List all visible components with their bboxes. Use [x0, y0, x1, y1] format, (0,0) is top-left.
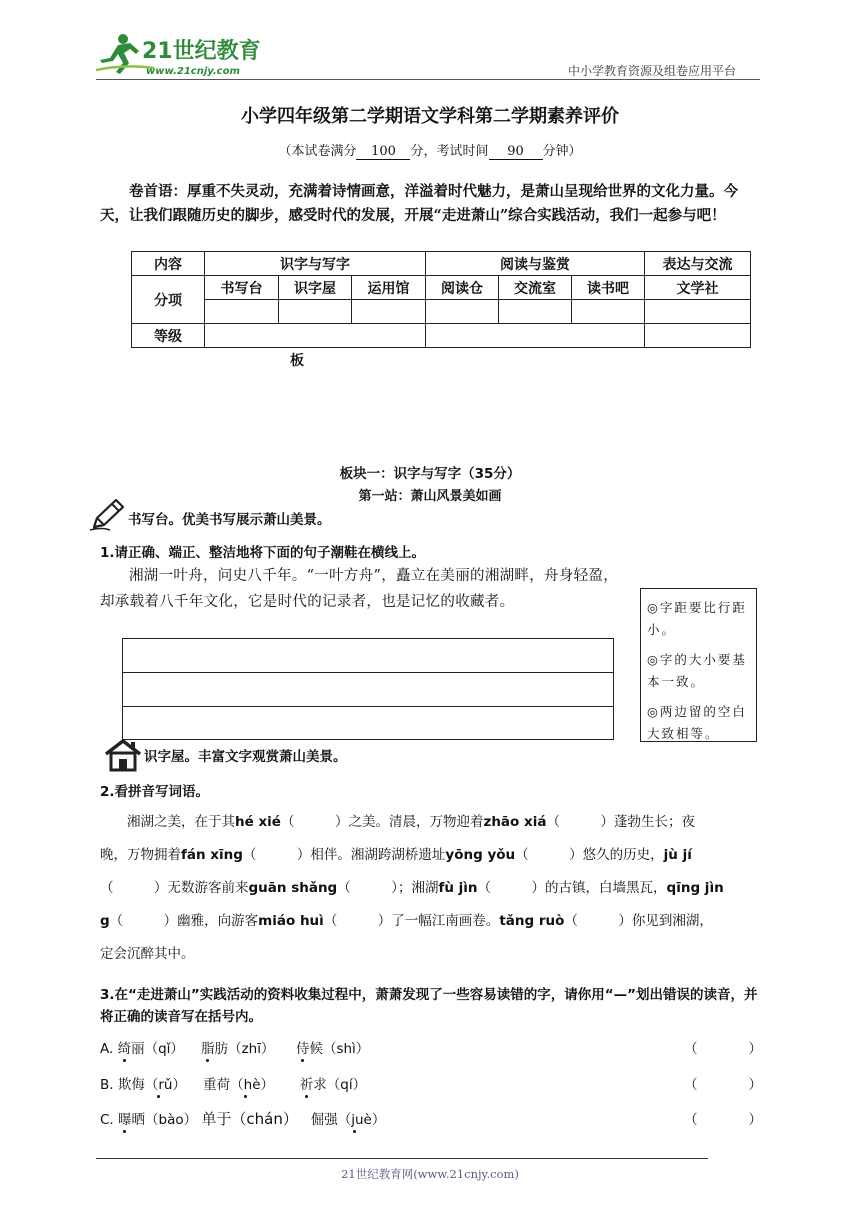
word-char: 欺: [117, 1077, 132, 1093]
marked-char[interactable]: 曝: [118, 1112, 132, 1128]
table-row: [132, 324, 751, 348]
table-cell: 读书吧: [572, 276, 645, 300]
table-cell[interactable]: [352, 300, 426, 324]
pinyin-line-2: [100, 843, 762, 863]
writing-line: [123, 672, 613, 673]
option-label: C.: [100, 1112, 114, 1128]
answer-paren[interactable]: （ ）: [684, 1112, 762, 1128]
table-cell[interactable]: [426, 300, 499, 324]
writing-tips: [640, 588, 757, 742]
table-cell: 文学社: [645, 276, 751, 300]
answer-blank[interactable]: （ ）之美。清晨，万物迎着: [280, 814, 484, 830]
word-pinyin: 求（qí）: [313, 1077, 367, 1093]
pinyin: hé xié: [235, 814, 281, 830]
answer-paren[interactable]: （ ）: [684, 1041, 762, 1057]
question-3: 3.在“走进萧山”实践活动的资料收集过程中，萧萧发现了一些容易读错的字，请你用“—”划出错误的读音，并将正确的读音写在括号内。: [100, 987, 758, 1025]
pinyin: fù jìn: [438, 880, 478, 896]
pinyin: jù jí: [663, 847, 692, 863]
question-2: 2.看拼音写词语。: [100, 784, 210, 800]
tip-item: ◎字的大小要基本一致。: [647, 652, 747, 689]
footer-text: 21世纪教育网(www.21cnjy.com): [341, 1167, 519, 1181]
exam-info-prefix: （本试卷满分: [278, 144, 357, 159]
logo-text: 21世纪教育: [142, 39, 261, 64]
word-char: 倔: [310, 1112, 325, 1128]
word-pinyin: 丽（qǐ）: [131, 1041, 184, 1057]
table-cell: 等级: [132, 324, 205, 348]
page-title: 小学四年级第二学期语文学科第二学期素养评价: [241, 106, 619, 127]
pinyin-line-5: 定会沉醉其中。: [100, 946, 195, 962]
table-cell: 内容: [132, 252, 205, 276]
tip-item: ◎字距要比行距小。: [647, 600, 747, 637]
table-cell: 交流室: [499, 276, 572, 300]
section-title: 板块一：识字与写字（35分）: [339, 466, 521, 482]
pinyin: yōng yǒu: [445, 847, 516, 863]
writing-intro: 书写台。优美书写展示萧山美景。: [128, 512, 331, 528]
site-logo: [96, 30, 266, 78]
marked-char[interactable]: 祈: [299, 1077, 314, 1093]
tip-item: ◎两边留的空白大致相等。: [647, 704, 747, 741]
word-pinyin: 晒（bào）: [131, 1112, 198, 1128]
answer-blank[interactable]: （ ）的古镇，白墙黑瓦，: [477, 880, 667, 896]
answer-blank[interactable]: （ ）了一幅江南画卷。: [323, 913, 500, 929]
preface: 卷首语：厚重不失灵动，充满着诗情画意，洋溢着时代魅力，是萧山呈现给世界的文化力量。今天，让我们跟随历史的脚步，感受时代的发展，开展“走进萧山”综合实践活动，我们一起参与吧！: [100, 183, 738, 224]
table-cell: 识字屋: [279, 276, 352, 300]
pinyin: tǎng ruò: [499, 913, 565, 929]
answer-blank[interactable]: （ ）幽雅，向游客: [109, 913, 259, 929]
station-title: 第一站：萧山风景美如画: [358, 489, 502, 504]
total-score: 100: [356, 144, 410, 160]
answer-blank[interactable]: （ ）；湘湖: [337, 880, 439, 896]
pinyin-line-3: [100, 876, 762, 896]
pinyin-line-1: [100, 810, 762, 830]
word-pinyin: 候（shì）: [309, 1041, 370, 1057]
exam-info: [0, 140, 860, 160]
answer-blank[interactable]: （ ）相伴。湘湖跨湖桥遗址: [242, 847, 446, 863]
writing-line: [123, 706, 613, 707]
table-cell[interactable]: [499, 300, 572, 324]
pinyin-text: 晚，万物拥着: [100, 847, 181, 863]
score-table: [131, 251, 751, 348]
table-row: [132, 300, 751, 324]
marked-char[interactable]: 脂: [201, 1041, 215, 1057]
table-cell: 识字与写字: [205, 252, 426, 276]
footer-divider: [96, 1158, 708, 1159]
table-cell[interactable]: [279, 300, 352, 324]
table-cell[interactable]: [426, 324, 645, 348]
table-cell: 表达与交流: [645, 252, 751, 276]
copy-passage: 湘湖一叶舟，问史八千年。“一叶方舟”，矗立在美丽的湘湖畔，舟身轻盈，却承载着八千年文化，它是时代的记录者，也是记忆的收藏者。: [100, 568, 619, 610]
marked-word[interactable]: 侮（rǔ）: [131, 1077, 186, 1093]
pinyin: g: [100, 913, 110, 929]
exam-info-middle: 分，考试时间: [410, 144, 489, 159]
table-cell: 分项: [132, 276, 205, 324]
marked-word[interactable]: 强（juè）: [324, 1112, 386, 1128]
option-label: B.: [100, 1077, 114, 1093]
table-row: [132, 276, 751, 300]
marked-word[interactable]: 荷（hè）: [216, 1077, 275, 1093]
pen-icon: [88, 497, 126, 531]
exam-time: 90: [489, 144, 543, 160]
pinyin-line-4: [100, 909, 762, 929]
pinyin-text: 湘湖之美，在于其: [127, 814, 235, 830]
table-cell: 阅读仓: [426, 276, 499, 300]
marked-char[interactable]: 侍: [295, 1041, 310, 1057]
option-a: [100, 1037, 369, 1057]
table-cell[interactable]: [572, 300, 645, 324]
marked-char[interactable]: 绮: [117, 1041, 132, 1057]
house-icon: [104, 738, 142, 772]
answer-blank[interactable]: （ ）蓬勃生长；夜: [546, 814, 695, 830]
word-char: 重: [203, 1077, 217, 1093]
header-divider: [96, 79, 760, 80]
answer-blank[interactable]: （ ）无数游客前来: [100, 880, 249, 896]
pinyin: zhāo xiá: [483, 814, 547, 830]
table-cell[interactable]: [205, 324, 426, 348]
table-row: [132, 252, 751, 276]
option-label: A.: [100, 1041, 114, 1057]
option-c: [100, 1108, 385, 1129]
table-cell[interactable]: [645, 324, 751, 348]
block-label: 板: [290, 353, 304, 369]
answer-blank[interactable]: （ ）悠久的历史，: [515, 847, 664, 863]
platform-name: 中小学教育资源及组卷应用平台: [568, 64, 737, 78]
word-pinyin: 肪（zhī）: [214, 1041, 275, 1057]
writing-lines[interactable]: [122, 638, 614, 740]
answer-paren[interactable]: （ ）: [684, 1077, 762, 1093]
exam-info-suffix: 分钟）: [542, 144, 582, 159]
literacy-intro: 识字屋。丰富文字观赏萧山美景。: [144, 749, 347, 765]
table-cell[interactable]: [645, 300, 751, 324]
question-1: 1.请正确、端正、整洁地将下面的句子潮鞋在横线上。: [100, 545, 426, 561]
pinyin: guān shǎng: [248, 880, 338, 896]
pinyin: miáo huì: [258, 913, 324, 929]
table-cell: 书写台: [205, 276, 279, 300]
table-cell[interactable]: [205, 300, 279, 324]
word-pinyin: 单于（chán）: [201, 1110, 298, 1128]
table-cell: 阅读与鉴赏: [426, 252, 645, 276]
pinyin: qīng jìn: [666, 880, 724, 896]
table-cell: 运用馆: [352, 276, 426, 300]
option-b: [100, 1073, 366, 1093]
answer-blank[interactable]: （ ）你见到湘湖，: [564, 913, 713, 929]
logo-url: www.21cnjy.com: [146, 66, 240, 77]
pinyin: fán xīng: [181, 847, 243, 863]
